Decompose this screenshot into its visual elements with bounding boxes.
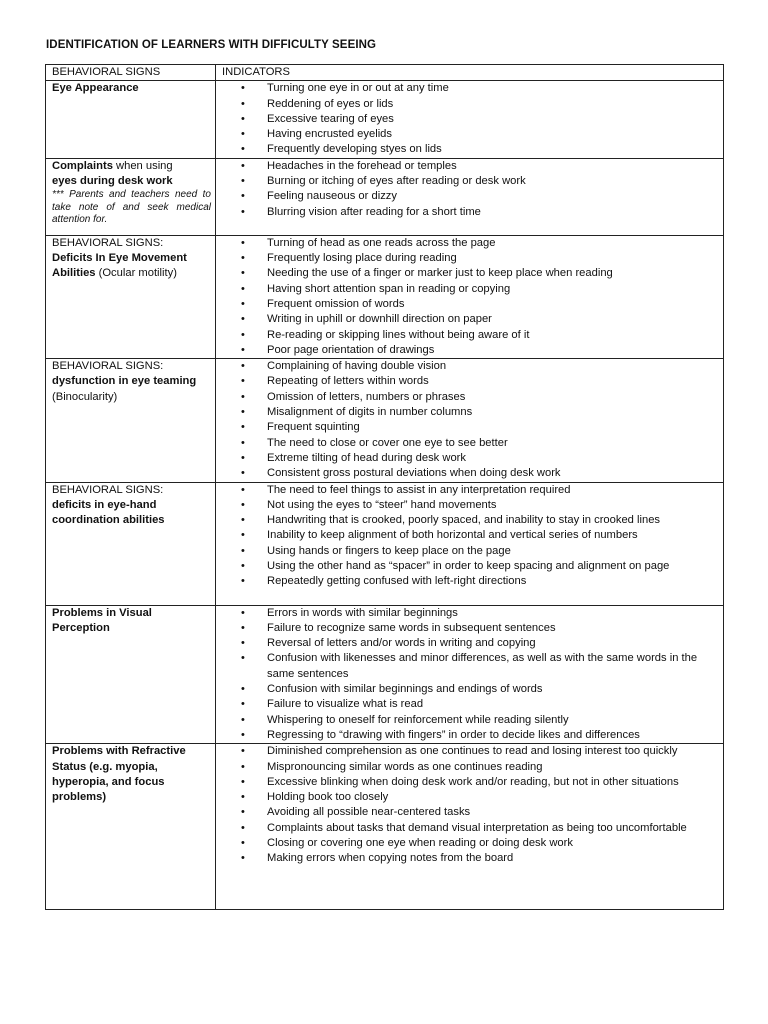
behavioral-sign-cell — [46, 359, 216, 482]
indicator-item — [241, 513, 719, 528]
indicator-text: Misalignment of digits in number columns — [267, 406, 473, 419]
bullet-icon: • — [241, 652, 245, 665]
category-detail: (Ocular motility) — [95, 267, 177, 280]
indicator-item — [241, 790, 719, 805]
category-label — [52, 251, 211, 282]
indicator-item — [241, 189, 719, 204]
bullet-icon: • — [241, 252, 245, 265]
bullet-icon: • — [241, 529, 245, 542]
behavioral-signs-prefix: BEHAVIORAL SIGNS: — [52, 483, 164, 496]
bullet-icon: • — [241, 560, 245, 573]
indicator-text: Diminished comprehension as one continues to read and losing interest too quickly — [267, 745, 678, 758]
behavioral-signs-prefix: BEHAVIORAL SIGNS: — [52, 236, 164, 249]
indicator-text: The need to close or cover one eye to see better — [267, 436, 508, 449]
bullet-icon: • — [241, 421, 245, 434]
bullet-icon: • — [241, 483, 245, 496]
indicator-text: Confusion with similar beginnings and endings of words — [267, 683, 543, 696]
category-detail: (Binocularity) — [52, 390, 118, 403]
bullet-icon: • — [241, 467, 245, 480]
indicator-text: Having encrusted eyelids — [267, 128, 392, 141]
indicator-text: Failure to visualize what is read — [267, 698, 424, 711]
indicator-item — [241, 744, 719, 759]
indicator-text: Re-reading or skipping lines without being aware of it — [267, 328, 530, 341]
indicator-text: Blurring vision after reading for a short time — [267, 205, 481, 218]
indicator-item — [241, 682, 719, 697]
category-label — [52, 81, 211, 96]
bullet-icon: • — [241, 112, 245, 125]
indicator-item — [241, 651, 719, 682]
indicator-item — [241, 343, 719, 358]
indicators-cell — [216, 482, 724, 605]
bullet-icon: • — [241, 390, 245, 403]
bullet-icon: • — [241, 745, 245, 758]
indicator-text: Excessive blinking when doing desk work and/or reading, but not in other situations — [267, 775, 679, 788]
indicator-text: Closing or covering one eye when reading or doing desk work — [267, 836, 573, 849]
indicator-text: Turning of head as one reads across the page — [267, 236, 496, 249]
indicator-text: Poor page orientation of drawings — [267, 343, 435, 356]
bullet-icon: • — [241, 852, 245, 865]
bullet-icon: • — [241, 514, 245, 527]
bullet-icon: • — [241, 791, 245, 804]
indicator-item — [241, 836, 719, 851]
bullet-icon: • — [241, 621, 245, 634]
page-title: IDENTIFICATION OF LEARNERS WITH DIFFICULTY SEEING — [46, 39, 377, 51]
indicator-text: Extreme tilting of head during desk work — [267, 451, 466, 464]
indicator-item — [241, 297, 719, 312]
indicator-item — [241, 498, 719, 513]
indicator-item — [241, 466, 719, 481]
indicator-item — [241, 559, 719, 574]
indicator-item — [241, 374, 719, 389]
behavioral-sign-cell — [46, 482, 216, 605]
indicator-text: Errors in words with similar beginnings — [267, 606, 458, 619]
indicators-cell — [216, 81, 724, 158]
table-row — [46, 744, 724, 910]
indicator-list — [222, 483, 719, 590]
behavioral-signs-prefix: BEHAVIORAL SIGNS: — [52, 360, 164, 373]
bullet-icon: • — [241, 436, 245, 449]
indicator-text: Whispering to oneself for reinforcement while reading silently — [267, 713, 569, 726]
category-bold: Eye Appearance — [52, 82, 139, 95]
indicators-cell — [216, 158, 724, 235]
indicator-text: Frequently developing styes on lids — [267, 143, 442, 156]
category-label — [52, 374, 211, 405]
bullet-icon: • — [241, 606, 245, 619]
table-row — [46, 235, 724, 358]
table-row — [46, 605, 724, 744]
indicator-item — [241, 359, 719, 374]
category-bold: Complaints — [52, 159, 113, 172]
bullet-icon: • — [241, 175, 245, 188]
indicator-item — [241, 159, 719, 174]
bullet-icon: • — [241, 190, 245, 203]
category-detail: when using — [112, 159, 173, 172]
behavioral-sign-cell — [46, 605, 216, 744]
indicator-list — [222, 236, 719, 358]
indicator-item — [241, 528, 719, 543]
indicator-text: Consistent gross postural deviations when doing desk work — [267, 467, 561, 480]
indicator-text: Having short attention span in reading or copying — [267, 282, 511, 295]
indicator-text: Complaints about tasks that demand visual interpretation as being too uncomfortable — [267, 821, 687, 834]
indicator-text: Mispronouncing similar words as one continues reading — [267, 760, 543, 773]
indicator-text: Frequent squinting — [267, 421, 360, 434]
indicator-text: Headaches in the forehead or temples — [267, 159, 457, 172]
category-label — [52, 159, 211, 190]
indicator-text: Using the other hand as “spacer” in order to keep spacing and alignment on page — [267, 560, 670, 573]
bullet-icon: • — [241, 806, 245, 819]
indicator-text: Not using the eyes to “steer” hand movements — [267, 498, 497, 511]
indicator-text: Turning one eye in or out at any time — [267, 82, 449, 95]
indicator-item — [241, 451, 719, 466]
indicator-list — [222, 744, 719, 866]
bullet-icon: • — [241, 97, 245, 110]
indicator-text: Avoiding all possible near-centered tasks — [267, 806, 471, 819]
indicator-item — [241, 775, 719, 790]
indicator-text: Using hands or fingers to keep place on the page — [267, 544, 511, 557]
table-row — [46, 158, 724, 235]
indicators-cell — [216, 605, 724, 744]
indicator-item — [241, 142, 719, 157]
indicator-item — [241, 312, 719, 327]
bullet-icon: • — [241, 297, 245, 310]
bullet-icon: • — [241, 498, 245, 511]
indicator-item — [241, 236, 719, 251]
bullet-icon: • — [241, 267, 245, 280]
category-bold: Problems in Visual Perception — [52, 606, 152, 634]
bullet-icon: • — [241, 282, 245, 295]
indicator-item — [241, 760, 719, 775]
category-bold: dysfunction in eye teaming — [52, 375, 197, 388]
table-row — [46, 482, 724, 605]
indicator-item — [241, 328, 719, 343]
indicator-text: Burning or itching of eyes after reading or desk work — [267, 175, 526, 188]
indicator-item — [241, 97, 719, 112]
indicator-text: Repeating of letters within words — [267, 375, 429, 388]
indicator-item — [241, 821, 719, 836]
indicator-text: Confusion with likenesses and minor differences, as well as with the same words in the same sentences — [267, 652, 698, 680]
indicator-item — [241, 251, 719, 266]
bullet-icon: • — [241, 760, 245, 773]
indicator-item — [241, 805, 719, 820]
indicator-item — [241, 606, 719, 621]
indicator-list — [222, 606, 719, 744]
bullet-icon: • — [241, 821, 245, 834]
table-row — [46, 359, 724, 482]
indicators-cell — [216, 235, 724, 358]
bullet-icon: • — [241, 406, 245, 419]
indicator-text: Inability to keep alignment of both horizontal and vertical series of numbers — [267, 529, 638, 542]
bullet-icon: • — [241, 375, 245, 388]
indicator-text: Omission of letters, numbers or phrases — [267, 390, 466, 403]
behavioral-sign-cell — [46, 744, 216, 910]
bullet-icon: • — [241, 544, 245, 557]
category-label — [52, 744, 211, 805]
indicator-item — [241, 621, 719, 636]
indicator-item — [241, 390, 719, 405]
indicator-item — [241, 713, 719, 728]
indicator-text: Handwriting that is crooked, poorly spaced, and inability to stay in crooked lines — [267, 514, 661, 527]
behavioral-sign-cell — [46, 235, 216, 358]
bullet-icon: • — [241, 728, 245, 741]
bullet-icon: • — [241, 205, 245, 218]
bullet-icon: • — [241, 360, 245, 373]
indicator-text: Excessive tearing of eyes — [267, 112, 394, 125]
bullet-icon: • — [241, 451, 245, 464]
indicator-item — [241, 436, 719, 451]
indicator-item — [241, 636, 719, 651]
indicator-item — [241, 851, 719, 866]
indicator-item — [241, 127, 719, 142]
bullet-icon: • — [241, 236, 245, 249]
behavioral-signs-table — [45, 64, 724, 910]
bullet-icon: • — [241, 713, 245, 726]
medical-attention-note: *** Parents and teachers need to take note of and seek medical attention for. — [52, 189, 211, 226]
indicator-item — [241, 544, 719, 559]
bullet-icon: • — [241, 775, 245, 788]
category-bold: deficits in eye-hand coordination abilities — [52, 498, 165, 527]
indicator-text: Frequent omission of words — [267, 297, 405, 310]
category-label — [52, 498, 211, 529]
bullet-icon: • — [241, 637, 245, 650]
indicator-text: Failure to recognize same words in subsequent sentences — [267, 621, 556, 634]
table-header-row — [46, 65, 724, 81]
indicator-text: Complaining of having double vision — [267, 360, 447, 373]
bullet-icon: • — [241, 343, 245, 356]
header-behavioral-signs: BEHAVIORAL SIGNS — [46, 65, 216, 81]
indicator-list — [222, 359, 719, 481]
indicator-item — [241, 266, 719, 281]
indicator-text: Repeatedly getting confused with left-right directions — [267, 575, 527, 588]
bullet-icon: • — [241, 82, 245, 95]
bullet-icon: • — [241, 328, 245, 341]
behavioral-sign-cell — [46, 158, 216, 235]
indicator-text: Frequently losing place during reading — [267, 252, 457, 265]
indicator-item — [241, 574, 719, 589]
behavioral-sign-cell — [46, 81, 216, 158]
indicators-cell — [216, 744, 724, 910]
header-indicators: INDICATORS — [216, 65, 724, 81]
bullet-icon: • — [241, 575, 245, 588]
indicator-item — [241, 282, 719, 297]
category-bold: Deficits In Eye Movement Abilities — [52, 252, 187, 280]
indicator-item — [241, 205, 719, 220]
indicator-list — [222, 81, 719, 157]
bullet-icon: • — [241, 698, 245, 711]
indicator-text: Regressing to “drawing with fingers” in order to decide likes and differences — [267, 728, 640, 741]
table-row — [46, 81, 724, 158]
indicator-text: Needing the use of a finger or marker just to keep place when reading — [267, 267, 613, 280]
indicator-item — [241, 174, 719, 189]
indicator-item — [241, 728, 719, 743]
indicator-text: Feeling nauseous or dizzy — [267, 190, 397, 203]
indicator-item — [241, 483, 719, 498]
indicator-item — [241, 81, 719, 96]
bullet-icon: • — [241, 313, 245, 326]
indicator-text: Making errors when copying notes from the board — [267, 852, 514, 865]
indicator-text: Writing in uphill or downhill direction on paper — [267, 313, 492, 326]
category-label — [52, 606, 211, 637]
indicator-text: The need to feel things to assist in any interpretation required — [267, 483, 571, 496]
indicator-text: Holding book too closely — [267, 791, 389, 804]
bullet-icon: • — [241, 683, 245, 696]
indicator-item — [241, 697, 719, 712]
bullet-icon: • — [241, 128, 245, 141]
indicator-text: Reddening of eyes or lids — [267, 97, 394, 110]
indicator-item — [241, 420, 719, 435]
indicator-list — [222, 159, 719, 220]
bullet-icon: • — [241, 143, 245, 156]
indicator-text: Reversal of letters and/or words in writing and copying — [267, 637, 536, 650]
category-bold-continued: eyes during desk work — [52, 175, 173, 188]
indicators-cell — [216, 359, 724, 482]
indicator-item — [241, 112, 719, 127]
indicator-item — [241, 405, 719, 420]
bullet-icon: • — [241, 836, 245, 849]
category-bold: Problems with Refractive Status (e.g. myopia, hyperopia, and focus problems) — [52, 745, 186, 804]
bullet-icon: • — [241, 159, 245, 172]
